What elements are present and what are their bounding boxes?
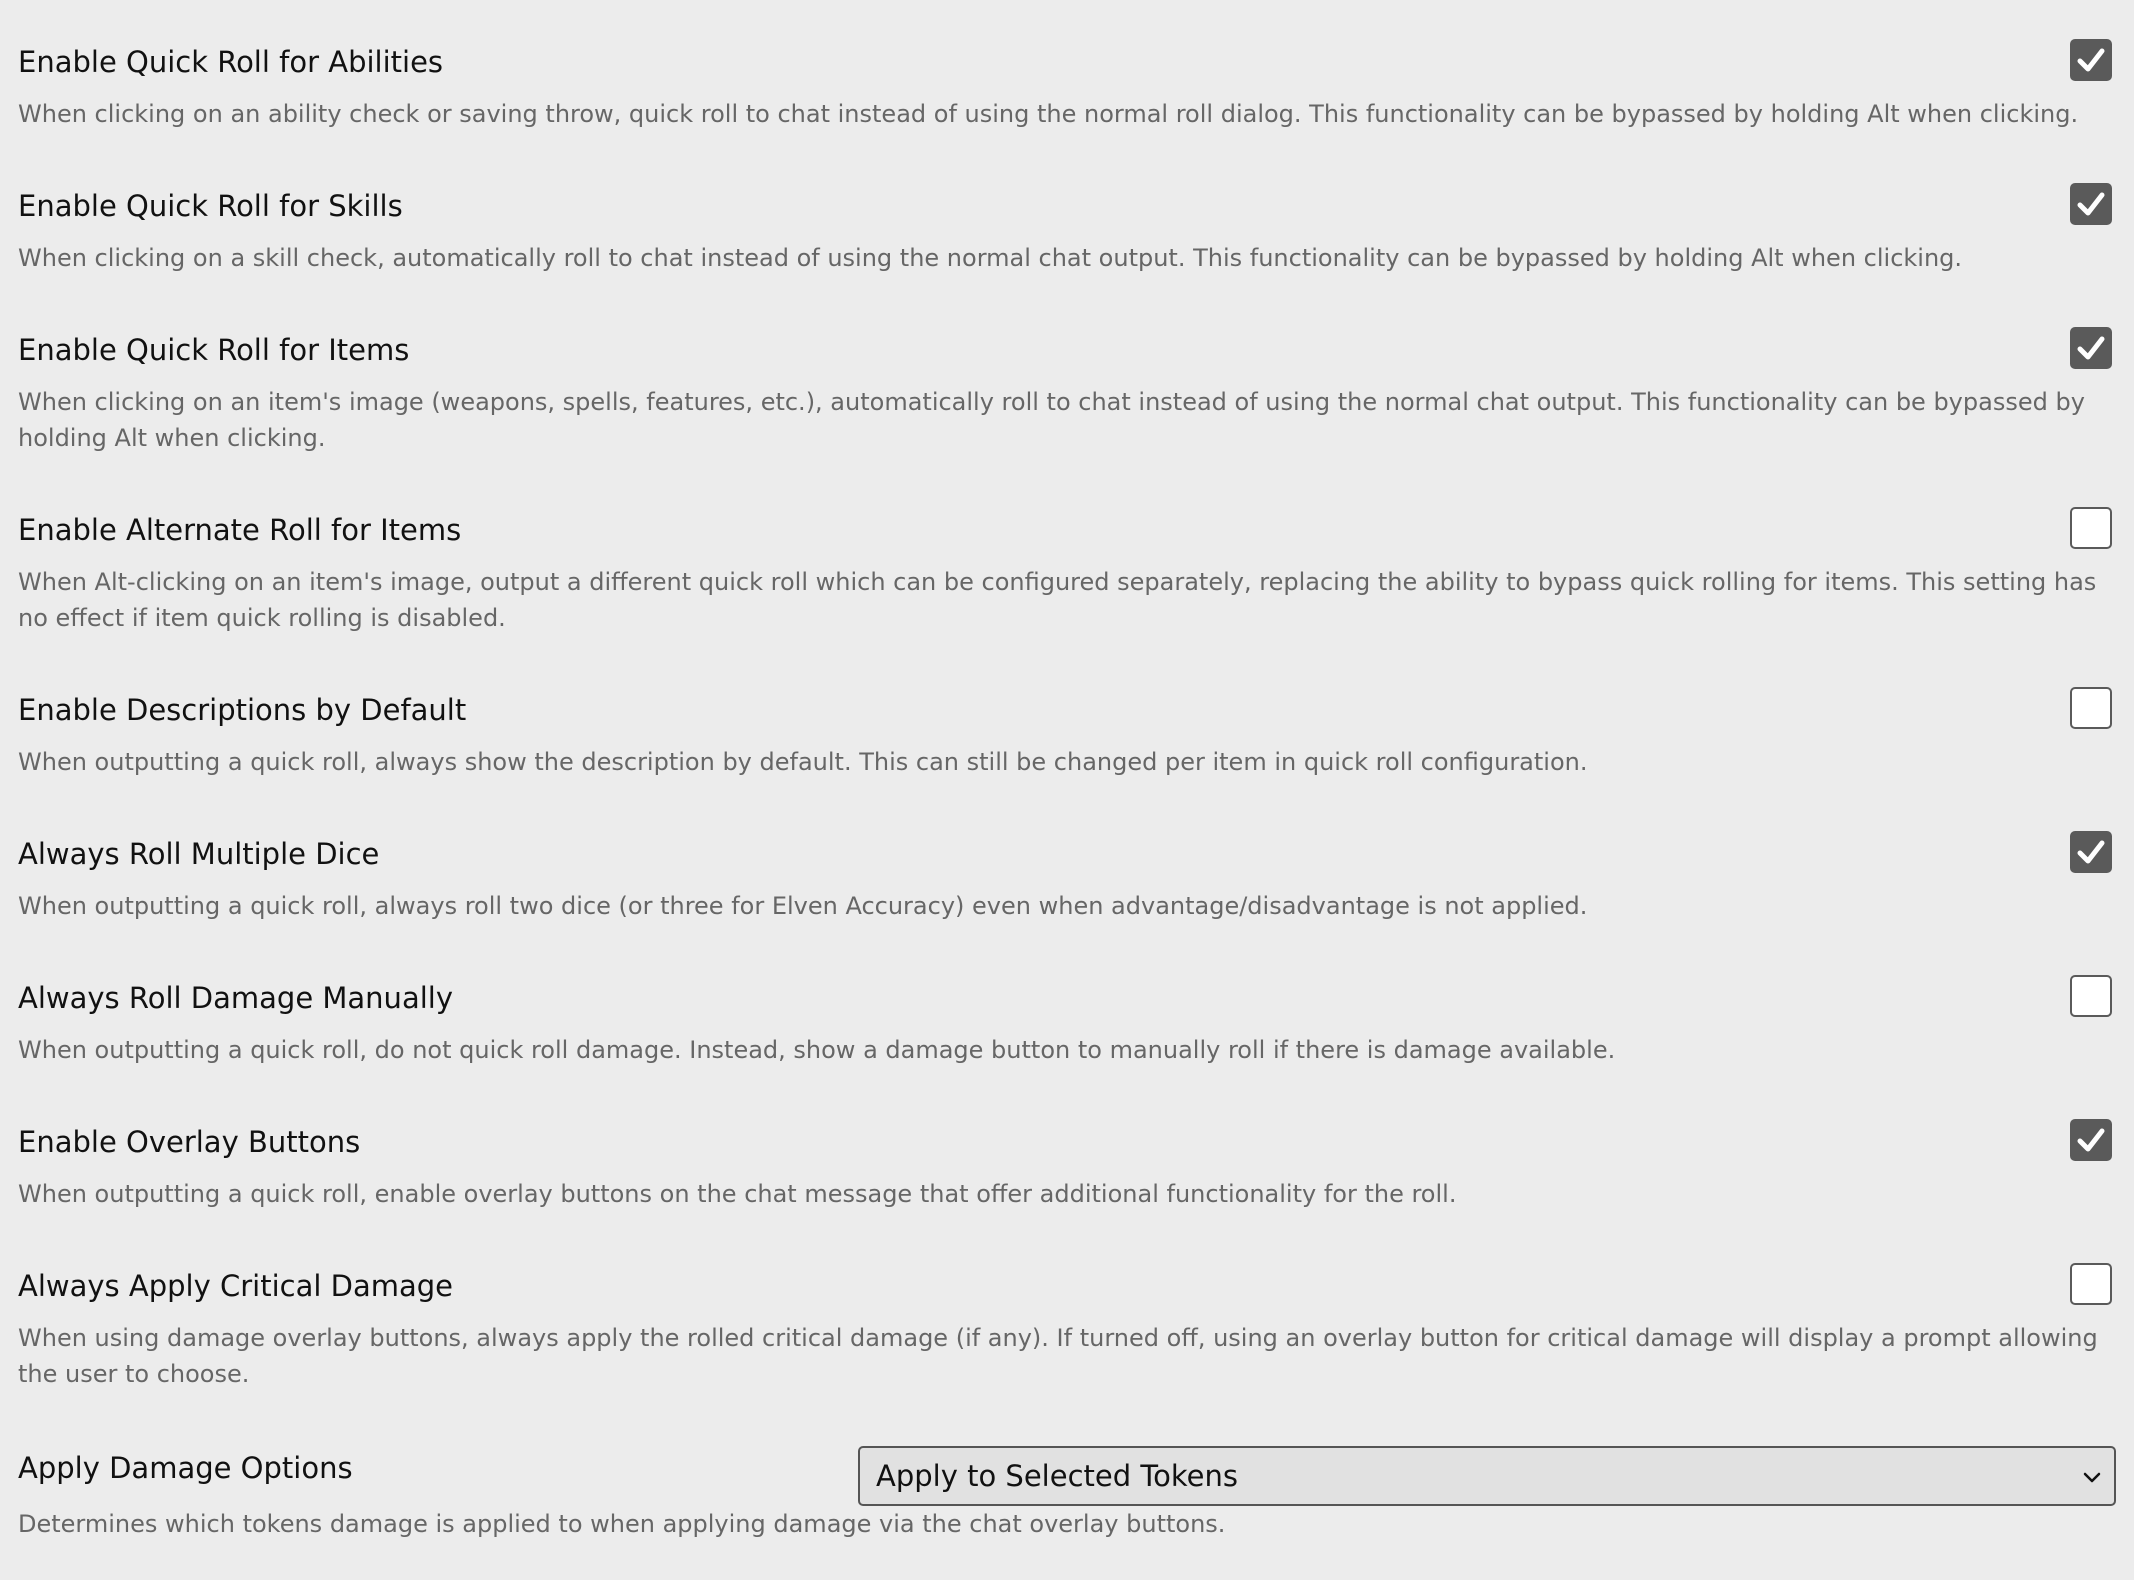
setting-title: Enable Alternate Roll for Items xyxy=(18,513,462,547)
checkmark-icon xyxy=(2076,45,2106,75)
select-value: Apply to Selected Tokens xyxy=(876,1459,1238,1493)
setting-description: When clicking on an item's image (weapons, spells, features, etc.), automatically roll to chat instead of using the normal chat output. This functionality can be bypassed by holding Alt when clicking. xyxy=(18,388,2085,452)
setting-description: When clicking on a skill check, automatically roll to chat instead of using the normal chat output. This functionality can be bypassed by holding Alt when clicking. xyxy=(18,244,1963,272)
setting-checkbox[interactable] xyxy=(2070,507,2112,549)
setting-description: Determines which tokens damage is applied to when applying damage via the chat overlay buttons. xyxy=(18,1510,1226,1538)
setting-title: Enable Quick Roll for Abilities xyxy=(18,45,444,79)
setting-checkbox[interactable] xyxy=(2070,1263,2112,1305)
setting-description: When Alt-clicking on an item's image, output a different quick roll which can be configured separately, replacing the ability to bypass quick rolling for items. This setting has no effect if item quick rolling is disabled. xyxy=(18,568,2097,632)
setting-title: Enable Overlay Buttons xyxy=(18,1125,361,1159)
setting-description: When outputting a quick roll, always show the description by default. This can still be changed per item in quick roll configuration. xyxy=(18,748,1588,776)
setting-description: When clicking on an ability check or saving throw, quick roll to chat instead of using the normal roll dialog. This functionality can be bypassed by holding Alt when clicking. xyxy=(18,100,2079,128)
setting-title: Always Roll Multiple Dice xyxy=(18,837,380,871)
setting-checkbox[interactable] xyxy=(2070,39,2112,81)
setting-title: Enable Quick Roll for Items xyxy=(18,333,410,367)
checkmark-icon xyxy=(2076,189,2106,219)
setting-description: When outputting a quick roll, always roll two dice (or three for Elven Accuracy) even when advantage/disadvantage is not applied. xyxy=(18,892,1588,920)
setting-checkbox[interactable] xyxy=(2070,975,2112,1017)
apply-damage-select[interactable] xyxy=(858,1446,2116,1506)
setting-title: Enable Quick Roll for Skills xyxy=(18,189,403,223)
setting-description: When outputting a quick roll, do not quick roll damage. Instead, show a damage button to manually roll if there is damage available. xyxy=(18,1036,1616,1064)
setting-checkbox[interactable] xyxy=(2070,183,2112,225)
setting-checkbox[interactable] xyxy=(2070,327,2112,369)
setting-description: When using damage overlay buttons, always apply the rolled critical damage (if any). If turned off, using an overlay button for critical damage will display a prompt allowing the user to choose. xyxy=(18,1324,2098,1388)
setting-checkbox[interactable] xyxy=(2070,1119,2112,1161)
chevron-down-icon xyxy=(2082,1467,2102,1487)
setting-title: Always Roll Damage Manually xyxy=(18,981,453,1015)
setting-checkbox[interactable] xyxy=(2070,687,2112,729)
setting-title: Always Apply Critical Damage xyxy=(18,1269,453,1303)
checkmark-icon xyxy=(2076,333,2106,363)
setting-title: Enable Descriptions by Default xyxy=(18,693,467,727)
setting-checkbox[interactable] xyxy=(2070,831,2112,873)
checkmark-icon xyxy=(2076,1125,2106,1155)
checkmark-icon xyxy=(2076,837,2106,867)
setting-description: When outputting a quick roll, enable overlay buttons on the chat message that offer additional functionality for the roll. xyxy=(18,1180,1457,1208)
setting-title: Apply Damage Options xyxy=(18,1451,353,1485)
